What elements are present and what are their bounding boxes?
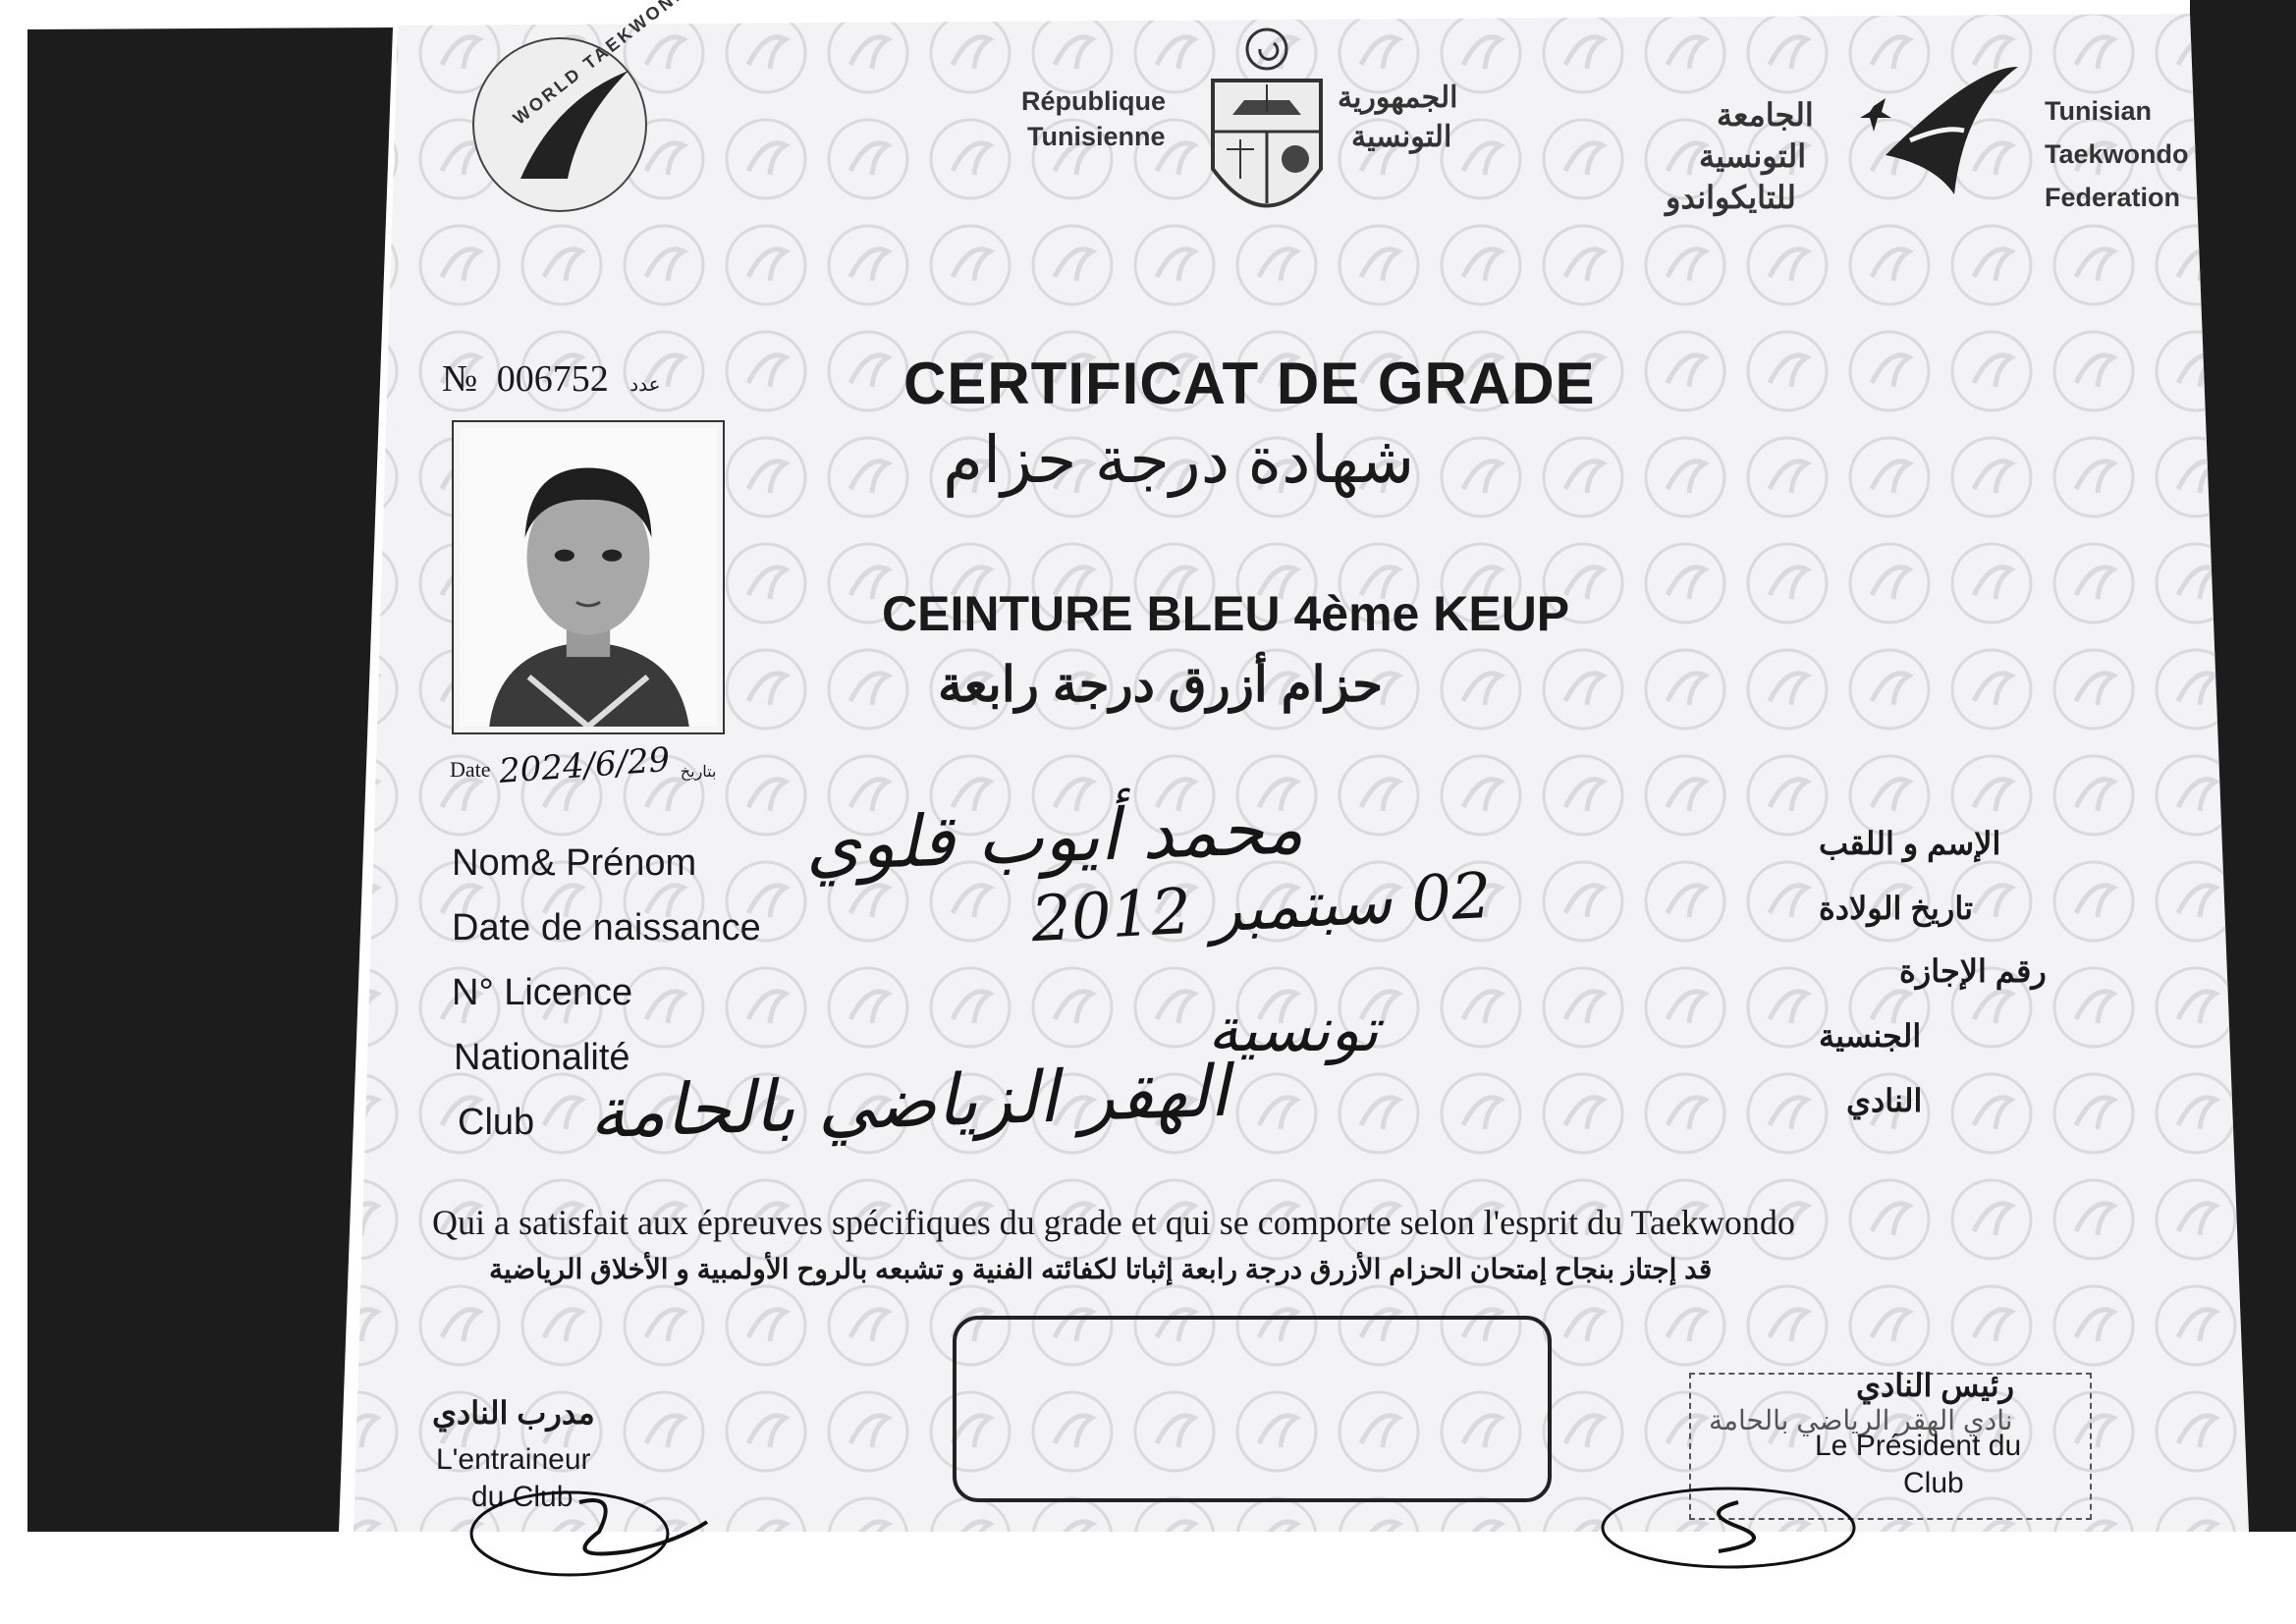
number-ar-label: عدد [629,374,661,396]
field-label-ar-name: الإسم و اللقب [1819,826,2001,861]
world-taekwondo-logo-text: WORLD TAEKWONDO [509,0,705,129]
federation-name-en-line1: Tunisian [2045,96,2153,126]
federation-name-en-line3: Federation [2045,183,2181,212]
federation-name-ar-line2: التونسية [1699,138,1807,174]
federation-name-ar-line1: الجامعة [1717,97,1814,133]
coach-title-fr-line1: L'entraineur [436,1443,591,1476]
field-label-fr-name: Nom& Prénom [452,842,697,884]
field-label-ar-nationality: الجنسية [1819,1018,1922,1054]
date-value: 2024/6/29 [497,739,672,792]
certificate-title-fr: CERTIFICAT DE GRADE [903,351,1596,416]
number-symbol: № [442,358,478,400]
field-label-fr-licence: N° Licence [452,972,633,1013]
president-title-ar: رئيس النادي [1856,1368,2015,1403]
coach-title-fr-line2: du Club [471,1481,574,1513]
field-label-fr-club: Club [458,1102,535,1143]
republic-name-fr-line1: République [1021,86,1166,116]
date-label: Date [450,757,491,782]
world-taekwondo-logo [462,0,705,218]
coach-signature [462,1473,737,1591]
field-label-ar-licence: رقم الإجازة [1899,953,2047,989]
republic-name-ar-line1: الجمهورية [1338,81,1458,114]
coach-title-ar: مدرب النادي [432,1395,595,1431]
club-stamp-text: نادي الهقر الرياضي بالحامة [1709,1405,2013,1435]
federation-name-en-line2: Taekwondo [2045,139,2189,169]
grade-title-ar: حزام أزرق درجة رابعة [938,657,1384,712]
certificate-number-row [442,357,661,401]
statement-ar: قد إجتاز بنجاح إمتحان الحزام الأزرق درجة رابعة إثباتا لكفائته الفنية و تشبعه بالروح الأولمبية و الأخلاق الرياضية [489,1254,1713,1284]
field-value-nationality: تونسية [1208,994,1379,1065]
field-label-ar-club: النادي [1846,1083,1923,1118]
field-value-birthdate: 02 سبتمبر 2012 [1029,859,1494,957]
statement-fr: Qui a satisfait aux épreuves spécifiques du grade et qui se comporte selon l'esprit du Taekwondo [432,1203,1795,1242]
republic-name-fr-line2: Tunisienne [1027,122,1166,151]
holder-photo [452,420,725,734]
federation-logo [1856,47,2023,214]
republic-name-ar-line2: التونسية [1351,121,1452,153]
field-label-fr-nationality: Nationalité [454,1037,630,1078]
grade-title-fr: CEINTURE BLEU 4ème KEUP [882,586,1570,641]
field-label-ar-birthdate: تاريخ الولادة [1819,891,1973,926]
president-signature [1591,1473,1886,1581]
president-title-fr-line1: Le Président du [1815,1430,2022,1462]
field-value-club: الهقر الزياضي بالحامة [587,1049,1230,1155]
field-label-fr-birthdate: Date de naissance [452,907,761,948]
president-title-fr-line2: Club [1903,1467,1964,1499]
certificate-number: 006752 [496,358,609,400]
date-ar-label: بتاريخ [680,764,717,781]
issue-date-row [450,739,717,792]
field-value-name: محمد أيوب قلوي [803,786,1305,887]
tunisia-coat-of-arms [1193,22,1340,257]
federation-name-ar-line3: للتايكواندو [1666,180,1796,215]
certificate-title-ar: شهادة درجة حزام [943,423,1415,496]
stamp-box [953,1316,1552,1502]
